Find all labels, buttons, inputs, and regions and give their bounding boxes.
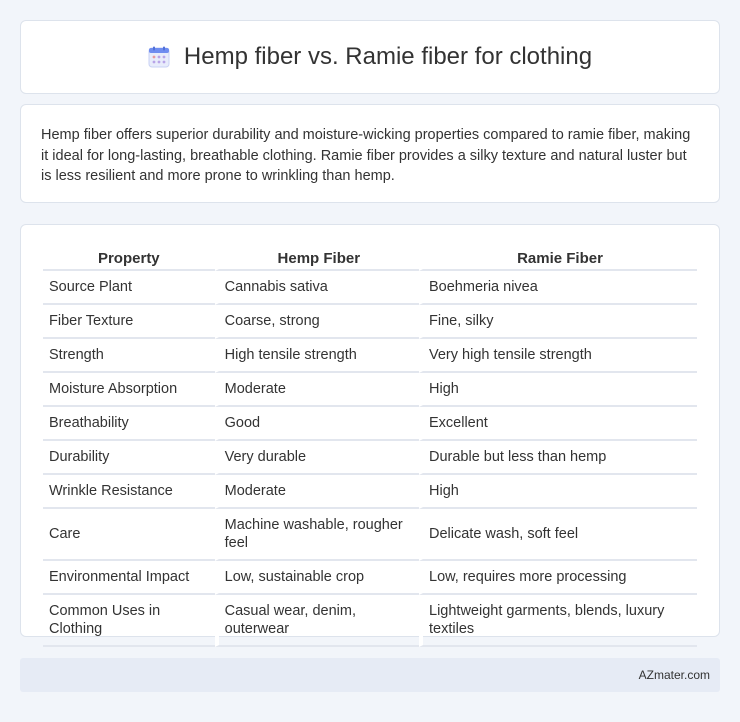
cell-ramie: Boehmeria nivea [419,271,697,305]
table-row [43,561,697,595]
cell-ramie: Durable but less than hemp [419,441,697,475]
cell-property: Wrinkle Resistance [43,475,215,509]
cell-hemp: Very durable [215,441,419,475]
cell-ramie: Delicate wash, soft feel [419,509,697,561]
cell-property: Environmental Impact [43,561,215,595]
cell-ramie: Very high tensile strength [419,339,697,373]
cell-hemp: Cannabis sativa [215,271,419,305]
cell-property: Breathability [43,407,215,441]
table-row [43,407,697,441]
cell-hemp: Coarse, strong [215,305,419,339]
cell-ramie: High [419,373,697,407]
cell-hemp: Machine washable, rougher feel [215,509,419,561]
title-card [20,20,720,94]
table-row [43,305,697,339]
calendar-icon [148,46,170,68]
cell-ramie: Low, requires more processing [419,561,697,595]
table-header-row [43,245,697,271]
cell-property: Source Plant [43,271,215,305]
footer [20,658,720,692]
cell-hemp: High tensile strength [215,339,419,373]
cell-hemp: Casual wear, denim, outerwear [215,595,419,647]
cell-ramie: High [419,475,697,509]
table-row [43,373,697,407]
table-row [43,271,697,305]
cell-hemp: Low, sustainable crop [215,561,419,595]
header-ramie-fiber: Ramie Fiber [419,245,697,271]
cell-property: Moisture Absorption [43,373,215,407]
table-row [43,475,697,509]
cell-property: Common Uses in Clothing [43,595,215,647]
page-title: Hemp fiber vs. Ramie fiber for clothing [183,43,593,70]
cell-ramie: Fine, silky [419,305,697,339]
cell-hemp: Good [215,407,419,441]
table-row [43,339,697,373]
cell-property: Care [43,509,215,561]
title-wrap [148,43,592,71]
cell-hemp: Moderate [215,475,419,509]
cell-ramie: Lightweight garments, blends, luxury textiles [419,595,697,647]
header-property: Property [43,245,215,271]
cell-property: Durability [43,441,215,475]
cell-ramie: Excellent [419,407,697,441]
comparison-table [43,245,697,647]
table-row [43,595,697,647]
summary-text: Hemp fiber offers superior durability and moisture-wicking properties compared to ramie fiber, making it ideal for long-lasting, breathable clothing. Ramie fiber provides a silky texture and natural luster but is less resilient and more prone to wrinkling than hemp. [41,127,691,184]
comparison-table-card [20,224,720,637]
cell-property: Fiber Texture [43,305,215,339]
table-row [43,441,697,475]
header-hemp-fiber: Hemp Fiber [215,245,419,271]
cell-property: Strength [43,339,215,373]
table-row [43,509,697,561]
footer-brand: AZmater.com [638,668,710,682]
cell-hemp: Moderate [215,373,419,407]
summary-card [20,104,720,203]
